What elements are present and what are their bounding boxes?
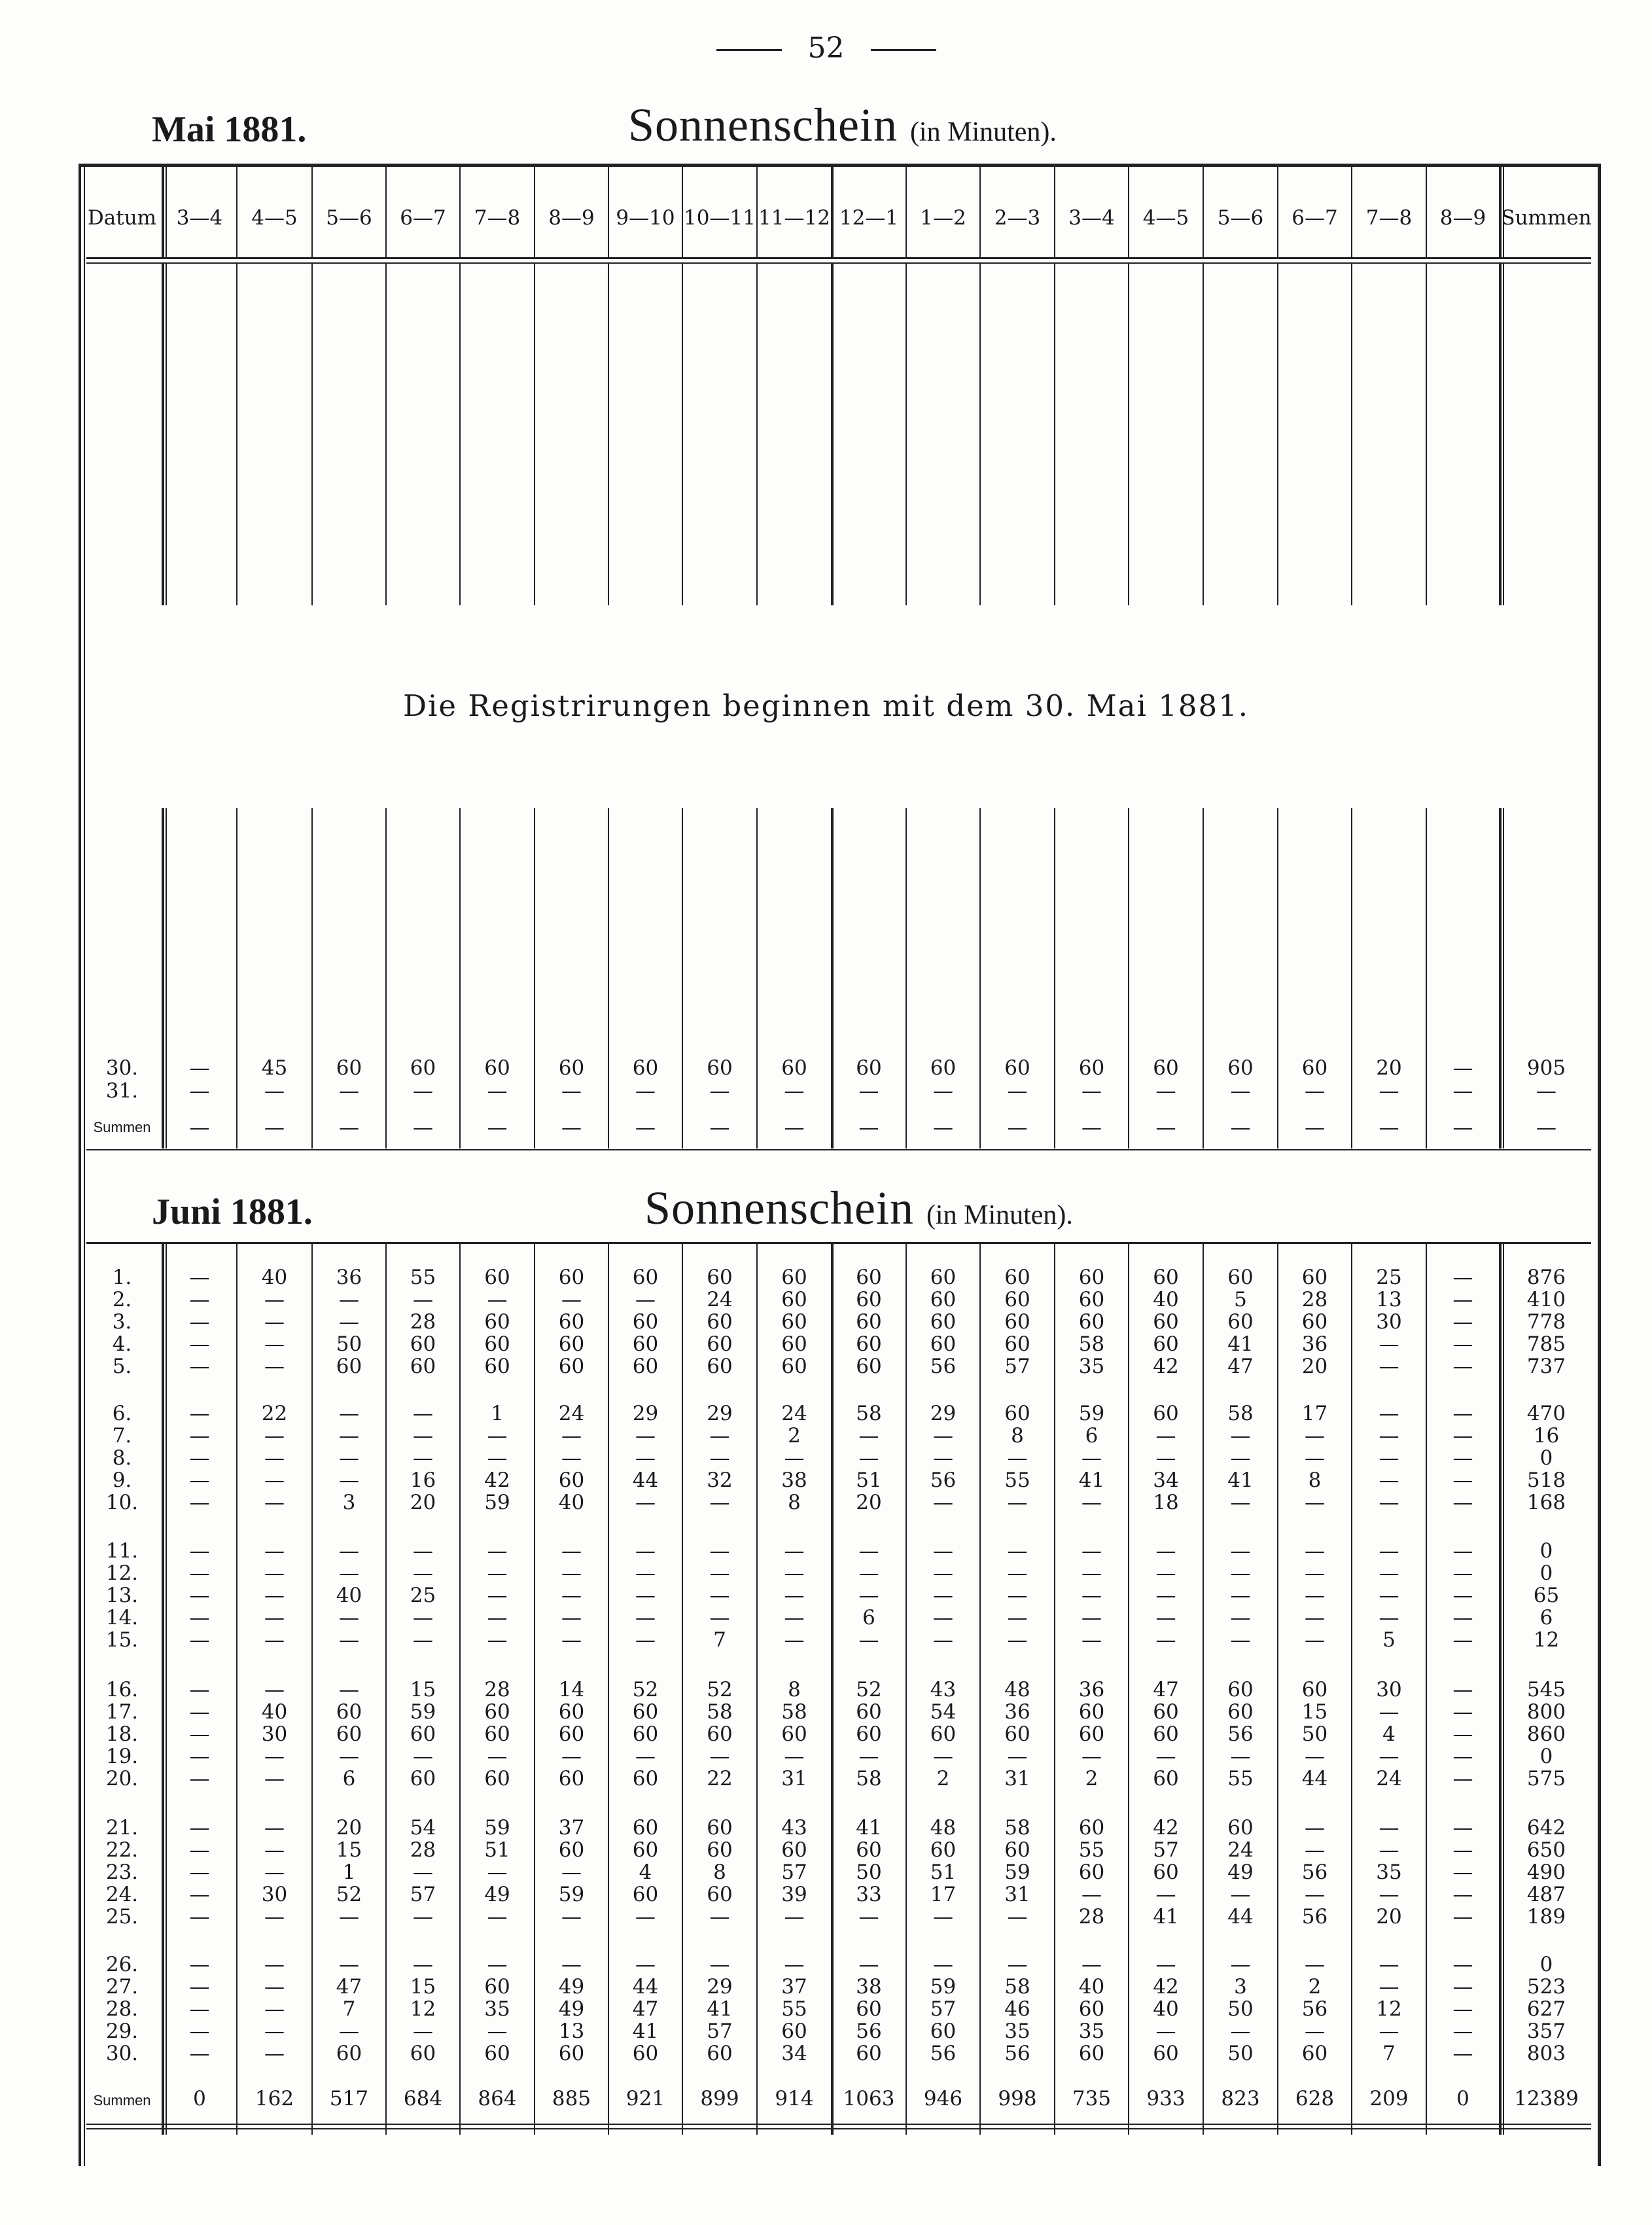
juni-column-values: 60 — 60 60 60 [484,1266,510,1378]
mai-cell: — [189,1116,210,1139]
juni-column-values: 58 — — 41 — [1227,1402,1254,1514]
mai-cell: — [1452,1056,1473,1080]
column-header-hour: 7—8 [474,206,521,230]
juni-summen-cell: 735 [1072,2087,1112,2110]
juni-summen-total: 12389 [1514,2087,1579,2110]
juni-column-values: — 49 49 13 60 [558,1953,585,2065]
mai-cell: — [413,1116,433,1139]
juni-day-sums: 470 16 0 518 168 [1526,1402,1566,1514]
juni-column-values: — — — — — [561,1539,582,1652]
column-header-hour: 6—7 [1292,206,1338,230]
juni-column-values: 25 13 30 — — [1376,1266,1402,1378]
juni-column-values: — — — 30 — [261,1816,288,1929]
juni-column-values: — — 35 — 20 [1376,1816,1402,1929]
mai-cell: 20 [1376,1056,1402,1080]
juni-column-values: 60 24 60 60 60 [707,1266,733,1378]
mai-cell: — [1081,1079,1102,1103]
mai-cell: — [635,1079,656,1103]
column-header-hour: 10—11 [684,206,756,230]
juni-summen-cell: 0 [1456,2087,1469,2110]
juni-column-values: 48 60 51 17 — [930,1816,957,1929]
juni-column-values: 59 51 — 49 — [484,1816,510,1929]
mai-cell: — [1305,1116,1325,1139]
juni-column-values: — 3 50 — 50 [1227,1953,1254,2065]
juni-summen-cell: 864 [478,2087,517,2110]
mai-cell: — [784,1079,805,1103]
juni-column-values: — — — — — [189,1266,210,1378]
mai-cell: 60 [632,1056,659,1080]
column-line [1426,264,1427,605]
column-line [608,264,609,605]
juni-column-values: 52 60 60 — 60 [632,1678,659,1790]
juni-summen-cell: 885 [552,2087,591,2110]
header-rule-1 [86,257,1591,259]
juni-date-labels: 26. 27. 28. 29. 30. [105,1953,139,2065]
registration-note: Die Registrirungen beginnen mit dem 30. Mai 1881. [402,688,1250,723]
juni-column-values: 54 28 — 57 — [410,1816,436,1929]
juni-column-values: — 58 46 35 56 [1004,1953,1030,2065]
mai-row-sum: 905 [1526,1056,1566,1080]
column-line-double [1503,264,1504,605]
column-header-hour: 12—1 [839,206,899,230]
juni-column-values: — — — — — [189,1402,210,1514]
mai-cell: — [1007,1116,1028,1139]
juni-date-labels: 6. 7. 8. 9. 10. [105,1402,139,1514]
juni-column-values: — 60 35 — 60 [484,1953,510,2065]
juni-column-values: — — 12 — 7 [1376,1953,1402,2065]
juni-column-values: 60 60 56 — 55 [1227,1678,1254,1790]
juni-column-values: 60 — — 34 18 [1153,1402,1179,1514]
mai-cell: — [487,1116,508,1139]
juni-column-values: — 60 60 — 6 [336,1678,362,1790]
juni-summen-label: Summen [93,2092,151,2109]
mai-cell: 60 [1153,1056,1179,1080]
juni-column-values: — — — — — [784,1539,805,1652]
juni-unit: (in Minuten). [926,1200,1073,1230]
mai-cell: 60 [484,1056,510,1080]
column-line [385,264,387,605]
juni-column-values: 42 57 60 — 41 [1153,1816,1179,1929]
juni-summen-cell: 628 [1295,2087,1335,2110]
mai-row-label: 31. [105,1079,139,1103]
column-line [162,264,164,605]
juni-column-values: 60 — 60 60 60 [632,1266,659,1378]
mai-row-label: 30. [105,1056,139,1080]
juni-column-values: 43 54 60 — 2 [930,1678,957,1790]
column-line [1499,264,1502,605]
mai-cell: — [1452,1079,1473,1103]
juni-column-values: — — — — — [264,1953,285,2065]
mai-cell: 60 [856,1056,882,1080]
column-line [459,264,461,605]
juni-summen-cell: 162 [255,2087,294,2110]
juni-column-values: — — — — — [189,1816,210,1929]
column-line [831,264,834,605]
juni-column-values: — — — — — [189,1953,210,2065]
juni-column-values: — — — — 5 [1379,1539,1399,1652]
juni-column-values: — 42 40 — 60 [1153,1953,1179,2065]
juni-column-values: — — — 16 20 [410,1402,436,1514]
mai-row-label: Summen [93,1119,151,1135]
mai-cell: — [264,1116,285,1139]
column-header-hour: 1—2 [920,206,966,230]
mai-cell: — [1230,1116,1251,1139]
juni-date-labels: 16. 17. 18. 19. 20. [105,1678,139,1790]
juni-column-values: — 40 60 35 60 [1078,1953,1105,2065]
column-line [756,264,758,605]
juni-column-values: 37 60 — 59 — [558,1816,585,1929]
column-line [1054,264,1055,605]
juni-column-values: 22 — — — — [261,1402,288,1514]
mai-row-sum: — [1536,1116,1556,1139]
column-header-hour: 5—6 [326,206,372,230]
juni-column-values: 41 60 50 33 — [856,1816,882,1929]
juni-summen-cell: 0 [193,2087,206,2110]
juni-column-values: — 15 12 — 60 [410,1953,436,2065]
juni-column-values: 60 55 60 — 28 [1078,1816,1105,1929]
mai-cell: — [1379,1079,1399,1103]
juni-column-values: — — — — — [1081,1539,1102,1652]
juni-column-values: 24 — — 60 40 [558,1402,585,1514]
mai-cell: 60 [1227,1056,1254,1080]
juni-column-values: — — 25 — — [410,1539,436,1652]
juni-column-values: 48 36 60 — 31 [1004,1678,1030,1790]
mai-cell: 60 [558,1056,585,1080]
juni-column-values: — 38 60 56 60 [856,1953,882,2065]
juni-column-values: — — — — — [1155,1539,1176,1652]
juni-column-values: — — — — — [1007,1539,1028,1652]
juni-column-values: — — — — — [1452,1816,1473,1929]
juni-column-values: — — — 6 — [858,1539,879,1652]
juni-column-values: 60 60 60 58 35 [1078,1266,1105,1378]
mai-unit: (in Minuten). [909,117,1057,147]
juni-column-values: 60 60 60 60 60 [856,1266,882,1378]
juni-column-values: — 47 7 — 60 [336,1953,362,2065]
juni-column-values: — — — — — [635,1539,656,1652]
column-line [1351,264,1352,605]
juni-column-values: — — — — — [1452,1678,1473,1790]
mai-cell: — [1155,1116,1176,1139]
column-line [311,264,313,605]
juni-summen-cell: 517 [329,2087,369,2110]
juni-column-values: 60 40 60 60 42 [1153,1266,1179,1378]
juni-summen-cell: 914 [775,2087,814,2110]
juni-column-values: 55 — 28 60 60 [410,1266,436,1378]
mai-cell: 60 [1004,1056,1030,1080]
juni-column-values: 17 — — 8 — [1301,1402,1328,1514]
mai-cell: — [561,1079,582,1103]
juni-summen-cell: 684 [403,2087,443,2110]
juni-column-values: 20 15 1 52 — [336,1816,362,1929]
column-line [534,264,535,605]
juni-column-values: — — — — — [933,1539,953,1652]
mai-cell: — [264,1079,285,1103]
juni-column-values: 40 — — — — [261,1266,288,1378]
juni-column-values: 60 8 — 55 — [1004,1402,1030,1514]
mai-cell: — [709,1116,730,1139]
column-header-hour: 7—8 [1365,206,1413,230]
mai-cell: — [339,1116,359,1139]
juni-column-values: — 44 47 41 60 [632,1953,659,2065]
mai-cell: — [784,1116,805,1139]
juni-summen-cell: 899 [700,2087,739,2110]
mai-cell: — [933,1116,953,1139]
mai-cell: — [561,1116,582,1139]
column-header-hour: 3—4 [1068,206,1115,230]
table-right-border [1598,164,1601,2166]
mai-cell: 45 [261,1056,288,1080]
juni-column-values: — — — — — [189,1678,210,1790]
juni-column-values: 47 60 60 — 60 [1153,1678,1179,1790]
juni-column-values: 60 28 60 36 20 [1301,1266,1328,1378]
mai-cell: — [709,1079,730,1103]
mai-cell: — [1379,1116,1399,1139]
juni-column-values: 14 60 60 — 60 [558,1678,585,1790]
mai-cell: 60 [410,1056,436,1080]
juni-column-values: — — — — — [1452,1402,1473,1514]
juni-column-values: — 59 57 60 56 [930,1953,957,2065]
page-number: 52 [0,31,1652,65]
juni-title-text: Sonnenschein [644,1182,914,1234]
juni-column-values: 24 2 — 38 8 [781,1402,807,1514]
mai-cell: — [413,1079,433,1103]
juni-column-values: — — — — — [1452,1539,1473,1652]
mai-section-title [628,98,1057,152]
table-top-border [79,164,1600,167]
juni-day-sums: 0 0 65 6 12 [1533,1539,1560,1652]
column-header-hour: 5—6 [1217,206,1264,230]
juni-column-values: — — — — 3 [339,1402,359,1514]
column-header-hour: 8—9 [1439,206,1486,230]
juni-day-sums: 545 800 860 0 575 [1526,1678,1566,1790]
mai-cell: — [487,1079,508,1103]
juni-day-sums: 876 410 778 785 737 [1526,1266,1566,1378]
mai-cell: 60 [336,1056,362,1080]
juni-summen-cell: 933 [1146,2087,1186,2110]
juni-column-values: 8 58 60 — 31 [781,1678,807,1790]
juni-column-values: — — — — — [1452,1266,1473,1378]
juni-day-sums: 642 650 490 487 189 [1526,1816,1566,1929]
juni-column-values: 29 — — 56 — [930,1402,957,1514]
juni-column-values: — 29 41 57 60 [707,1953,733,2065]
juni-column-values: — 40 30 — — [261,1678,288,1790]
juni-column-values: 60 60 60 60 60 [781,1266,807,1378]
juni-column-values: — 37 55 60 34 [781,1953,807,2065]
column-line-double [166,264,167,605]
mai-row-sum: — [1536,1079,1556,1103]
column-line [1128,264,1129,605]
mai-month-title: Mai 1881. [152,109,307,150]
column-line [905,264,907,605]
mai-cell: — [339,1079,359,1103]
juni-summen-cell: 921 [625,2087,665,2110]
mai-cell: 60 [707,1056,733,1080]
juni-column-values: 36 — — 50 60 [336,1266,362,1378]
juni-summen-cell: 998 [998,2087,1037,2110]
juni-section-title [644,1181,1073,1236]
juni-column-values: — — — — — [1379,1402,1399,1514]
mai-cell: — [189,1079,210,1103]
mai-cell: 60 [930,1056,957,1080]
juni-column-values: — — — — — [1230,1539,1251,1652]
column-header-hour: 9—10 [616,206,675,230]
juni-column-values: 60 24 49 — 44 [1227,1816,1254,1929]
juni-column-values: 28 60 60 — 60 [484,1678,510,1790]
juni-column-values: — — — — — [487,1539,508,1652]
table-left-border [79,164,81,2166]
juni-column-values: 52 58 60 — 22 [707,1678,733,1790]
juni-summen-cell: 946 [923,2087,963,2110]
mai-cell: — [933,1079,953,1103]
juni-column-values: — — 40 — — [336,1539,362,1652]
juni-column-values: — 2 56 — 60 [1301,1953,1328,2065]
juni-column-values: 60 60 8 60 — [707,1816,733,1929]
juni-summen-cell: 823 [1221,2087,1260,2110]
mai-cell: — [1155,1079,1176,1103]
juni-column-values: 52 60 60 — 58 [856,1678,882,1790]
juni-column-values: 60 60 60 60 56 [930,1266,957,1378]
mai-bottom-rule [86,1149,1591,1150]
column-header-hour: 6—7 [400,206,446,230]
juni-column-values: 30 — 4 — 24 [1376,1678,1402,1790]
column-header-hour: 2—3 [994,206,1041,230]
juni-column-values: 60 60 4 60 — [632,1816,659,1929]
mai-cell: — [858,1079,879,1103]
juni-summen-cell: 209 [1369,2087,1409,2110]
juni-column-values: 58 60 59 31 — [1004,1816,1030,1929]
column-header-hour: 3—4 [176,206,223,230]
juni-column-values: 15 59 60 — 60 [410,1678,436,1790]
mai-cell: — [858,1116,879,1139]
column-header-summen: Summen [1501,206,1592,230]
juni-column-values: 58 — — 51 20 [856,1402,882,1514]
column-line [979,264,981,605]
column-header-datum: Datum [87,206,157,230]
mai-cell: — [189,1056,210,1080]
juni-column-values: 29 — — 32 — [707,1402,733,1514]
juni-column-values: 60 5 60 41 47 [1227,1266,1254,1378]
column-header-hour: 4—5 [1142,206,1189,230]
juni-column-values: 1 — — 42 59 [484,1402,510,1514]
juni-column-values: 43 60 57 39 — [781,1816,807,1929]
juni-date-labels: 21. 22. 23. 24. 25. [105,1816,139,1929]
mai-cell: — [1081,1116,1102,1139]
mai-cell: — [1305,1079,1325,1103]
column-line [236,264,237,605]
mai-title-text: Sonnenschein [628,99,898,151]
juni-day-sums: 0 523 627 357 803 [1526,1953,1566,2065]
juni-summen-cell: 1063 [843,2087,895,2110]
mai-cell: — [635,1116,656,1139]
column-line [1203,264,1204,605]
column-header-hour: 8—9 [548,206,595,230]
column-header-hour: 4—5 [251,206,298,230]
mai-cell: 60 [1301,1056,1328,1080]
juni-month-title: Juni 1881. [152,1192,313,1232]
mai-cell: 60 [1078,1056,1105,1080]
juni-column-values: — — 56 — 56 [1301,1816,1328,1929]
mai-cell: — [1452,1116,1473,1139]
mai-cell: — [1230,1079,1251,1103]
juni-column-values: 60 60 60 60 57 [1004,1266,1030,1378]
juni-column-values: — — — — — [1452,1953,1473,2065]
column-line [682,264,683,605]
mai-cell: — [1007,1079,1028,1103]
juni-column-values: — — — — 7 [709,1539,730,1652]
juni-column-values: — — — — — [189,1539,210,1652]
juni-column-values: — — — — — [264,1539,285,1652]
juni-date-labels: 1. 2. 3. 4. 5. [112,1266,132,1378]
column-line [1277,264,1278,605]
juni-column-values: 59 6 — 41 — [1078,1402,1105,1514]
juni-column-values: 60 15 50 — 44 [1301,1678,1328,1790]
juni-column-values: 36 60 60 — 2 [1078,1678,1105,1790]
juni-column-values: — — — — — [1305,1539,1325,1652]
mai-cell: 60 [781,1056,807,1080]
column-header-hour: 11—12 [758,206,830,230]
juni-column-values: 29 — — 44 — [632,1402,659,1514]
juni-date-labels: 11. 12. 13. 14. 15. [105,1539,139,1652]
juni-column-values: 60 — 60 60 60 [558,1266,585,1378]
